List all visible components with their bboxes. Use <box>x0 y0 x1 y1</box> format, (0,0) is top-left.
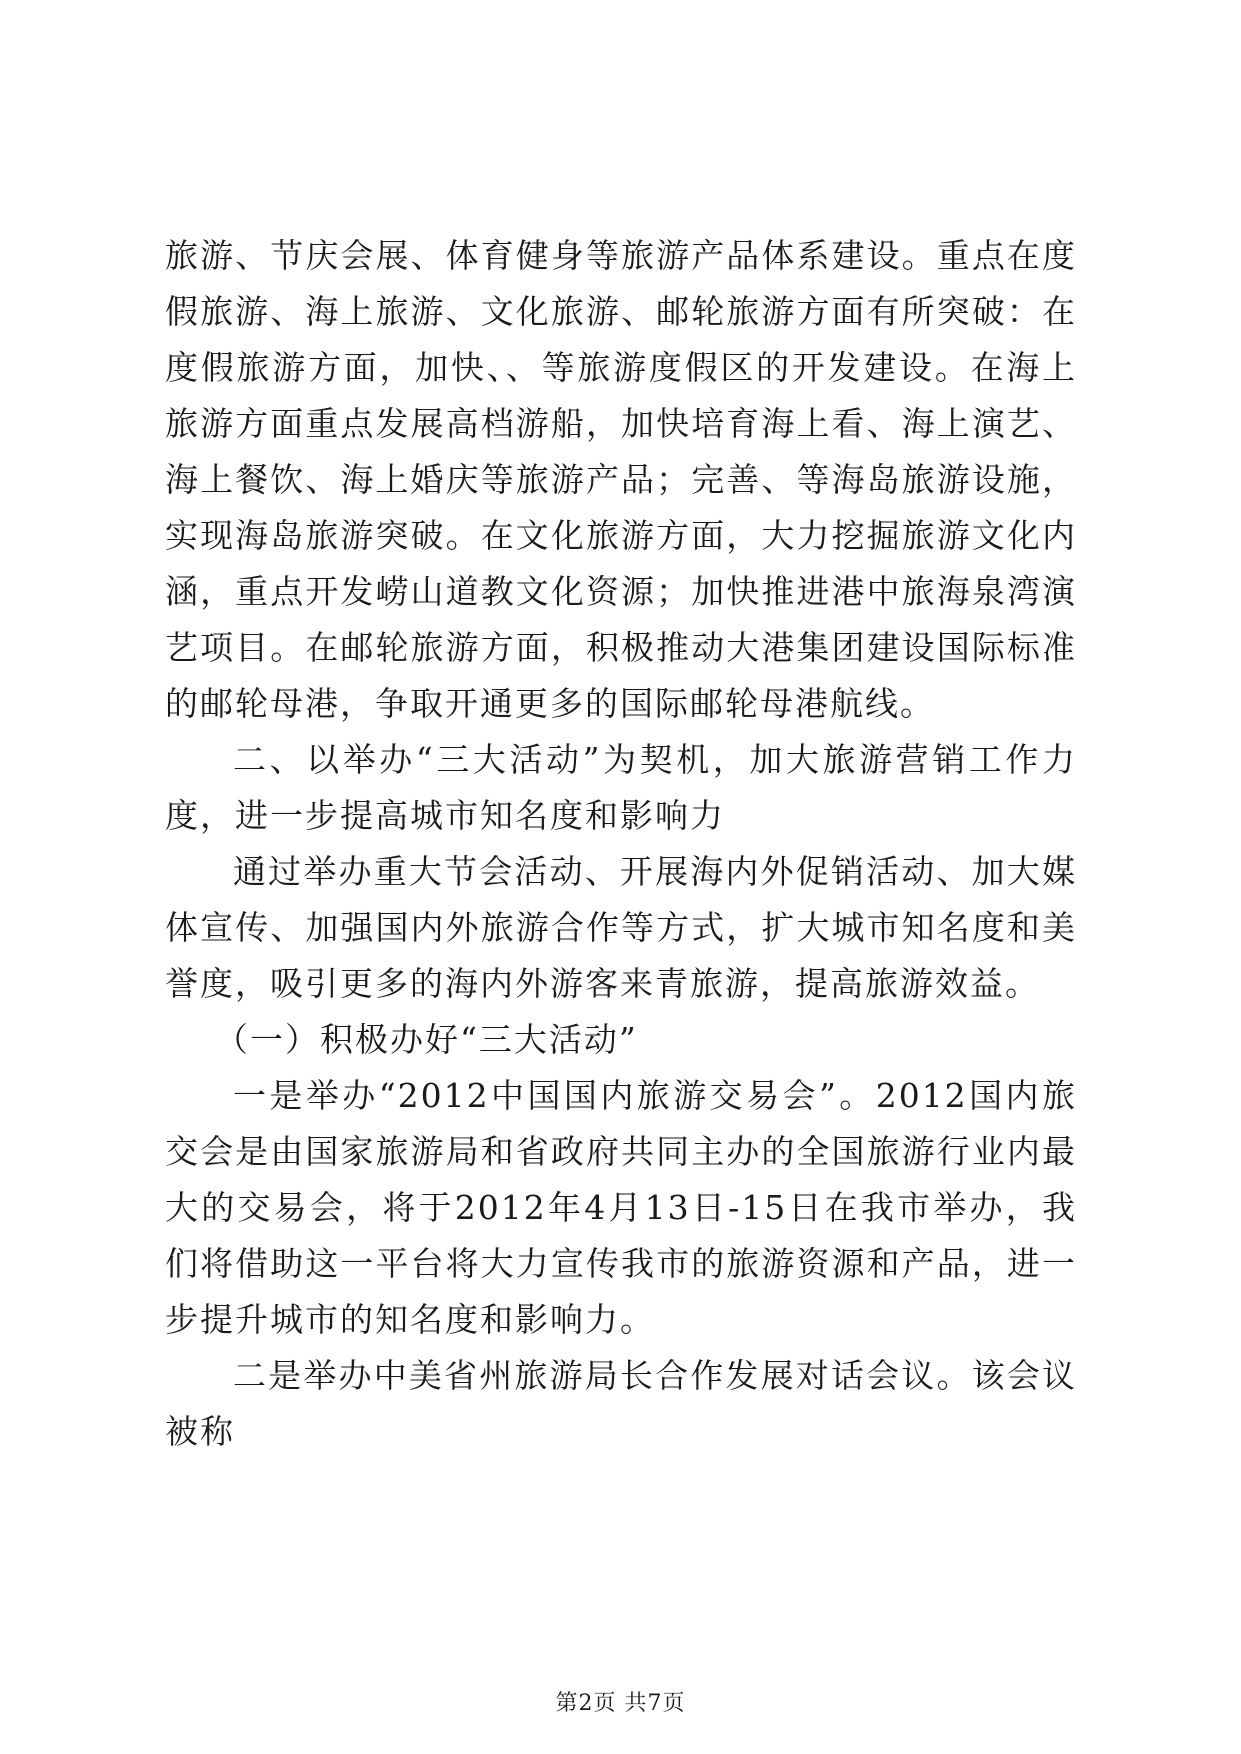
paragraph-trade-fair: 一是举办“2012中国国内旅游交易会”。2012国内旅交会是由国家旅游局和省政府共同主办的全国旅游行业内最大的交易会，将于2012年4月13日-15日在我市举办，我们将借助这一平台将大力宣传我市的旅游资源和产品，进一步提升城市的知名度和影响力。 <box>165 1076 1077 1339</box>
paragraph-tourism-products: 旅游、节庆会展、体育健身等旅游产品体系建设。重点在度假旅游、海上旅游、文化旅游、邮轮旅游方面有所突破：在度假旅游方面，加快、、等旅游度假区的开发建设。在海上旅游方面重点发展高档游船，加快培育海上看、海上演艺、海上餐饮、海上婚庆等旅游产品；完善、等海岛旅游设施，实现海岛旅游突破。在文化旅游方面，大力挖掘旅游文化内涵，重点开发崂山道教文化资源；加快推进港中旅海泉湾演艺项目。在邮轮旅游方面，积极推动大港集团建设国际标准的邮轮母港，争取开通更多的国际邮轮母港航线。 <box>165 236 1077 723</box>
subheading-three-activities: （一）积极办好“三大活动” <box>215 1020 638 1059</box>
paragraph-dialogue-meeting: 二是举办中美省州旅游局长合作发展对话会议。该会议被称 <box>165 1356 1077 1451</box>
paragraph-marketing-intro: 通过举办重大节会活动、开展海内外促销活动、加大媒体宣传、加强国内外旅游合作等方式，扩大城市知名度和美誉度，吸引更多的海内外游客来青旅游，提高旅游效益。 <box>165 852 1077 1003</box>
document-body <box>165 228 1077 1460</box>
page-footer: 第2页 共7页 <box>555 1691 686 1716</box>
section-heading-marketing: 二、以举办“三大活动”为契机，加大旅游营销工作力度，进一步提高城市知名度和影响力 <box>165 740 1077 835</box>
